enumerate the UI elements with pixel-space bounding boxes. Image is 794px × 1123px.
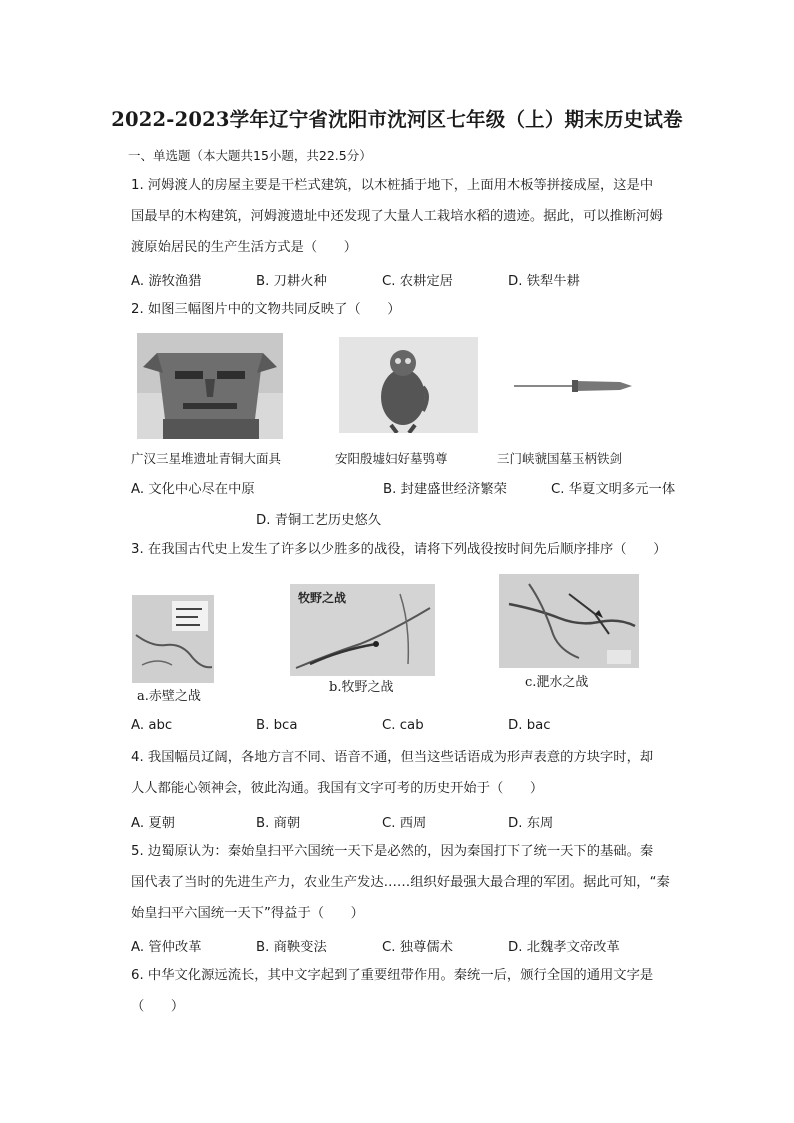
question-5 [131,836,701,929]
question-6 [131,960,701,1022]
q3-option-b[interactable]: B. bca [256,718,298,733]
question-1-line-2: 国最早的木构建筑，河姆渡遗址中还发现了大量人工栽培水稻的遗迹。据此，可以推断河姆 [131,209,663,224]
map-chibi-image [132,595,214,683]
caption-jade-sword: 三门峡虢国墓玉柄铁剑 [497,451,623,466]
question-5-line-2: 国代表了当时的先进生产力，农业生产发达……组织好最强大最合理的军团。据此可知，“秦 [131,875,670,890]
exam-title: 2022-2023学年辽宁省沈阳市沈河区七年级（上）期末历史试卷 [111,108,683,131]
question-1-line-1: 1. 河姆渡人的房屋主要是干栏式建筑，以木桩插于地下，上面用木板等拼接成屋，这是中 [131,178,654,193]
q2-option-b[interactable]: B. 封建盛世经济繁荣 [383,482,507,497]
map-caption-c: c.淝水之战 [525,675,589,690]
question-1 [131,170,701,263]
q3-option-a[interactable]: A. abc [131,718,173,733]
q1-option-d[interactable]: D. 铁犁牛耕 [508,274,580,289]
map-caption-a: a.赤壁之战 [137,689,201,704]
question-4 [131,742,701,804]
question-1-line-3: 渡原始居民的生产生活方式是（ ） [131,240,358,255]
q5-option-a[interactable]: A. 管仲改革 [131,940,202,955]
caption-bronze-mask: 广汉三星堆遗址青铜大面具 [131,451,282,466]
map-muye-image [290,584,435,676]
q1-option-b[interactable]: B. 刀耕火种 [256,274,327,289]
owl-zun-image [339,337,478,433]
q4-option-a[interactable]: A. 夏朝 [131,816,175,831]
q5-option-d[interactable]: D. 北魏孝文帝改革 [508,940,620,955]
question-5-line-3: 始皇扫平六国统一天下”得益于（ ） [131,906,364,921]
q4-option-b[interactable]: B. 商朝 [256,816,301,831]
bronze-mask-image [137,333,283,439]
question-6-line-1: 6. 中华文化源远流长，其中文字起到了重要纽带作用。秦统一后，颁行全国的通用文字是 [131,968,654,983]
q1-option-a[interactable]: A. 游牧渔猎 [131,274,202,289]
question-6-line-2: （ ） [131,999,185,1014]
map-caption-b: b.牧野之战 [329,680,394,695]
map-muye-title: 牧野之战 [298,591,347,605]
question-5-line-1: 5. 边蜀原认为：秦始皇扫平六国统一天下是必然的，因为秦国打下了统一天下的基础。秦 [131,844,654,859]
question-2-stem: 2. 如图三幅图片中的文物共同反映了（ ） [131,302,401,317]
map-feishui-image [499,574,639,668]
jade-iron-sword-image [510,376,635,396]
q5-option-c[interactable]: C. 独尊儒术 [382,940,453,955]
caption-owl-zun: 安阳殷墟妇好墓鸮尊 [335,451,448,466]
question-4-line-1: 4. 我国幅员辽阔，各地方言不同、语音不通，但当这些话语成为形声表意的方块字时，却 [131,750,654,765]
q2-option-a[interactable]: A. 文化中心尽在中原 [131,482,255,497]
question-3-stem: 3. 在我国古代史上发生了许多以少胜多的战役，请将下列战役按时间先后顺序排序（ ） [131,542,667,557]
q3-option-d[interactable]: D. bac [508,718,551,733]
q4-option-c[interactable]: C. 西周 [382,816,427,831]
q2-option-d[interactable]: D. 青铜工艺历史悠久 [256,513,382,528]
q1-option-c[interactable]: C. 农耕定居 [382,274,453,289]
q2-option-c[interactable]: C. 华夏文明多元一体 [551,482,676,497]
section-heading: 一、单选题（本大题共15小题，共22.5分） [128,148,372,163]
q3-option-c[interactable]: C. cab [382,718,424,733]
q5-option-b[interactable]: B. 商鞅变法 [256,940,327,955]
question-4-line-2: 人人都能心领神会，彼此沟通。我国有文字可考的历史开始于（ ） [131,781,544,796]
q4-option-d[interactable]: D. 东周 [508,816,554,831]
